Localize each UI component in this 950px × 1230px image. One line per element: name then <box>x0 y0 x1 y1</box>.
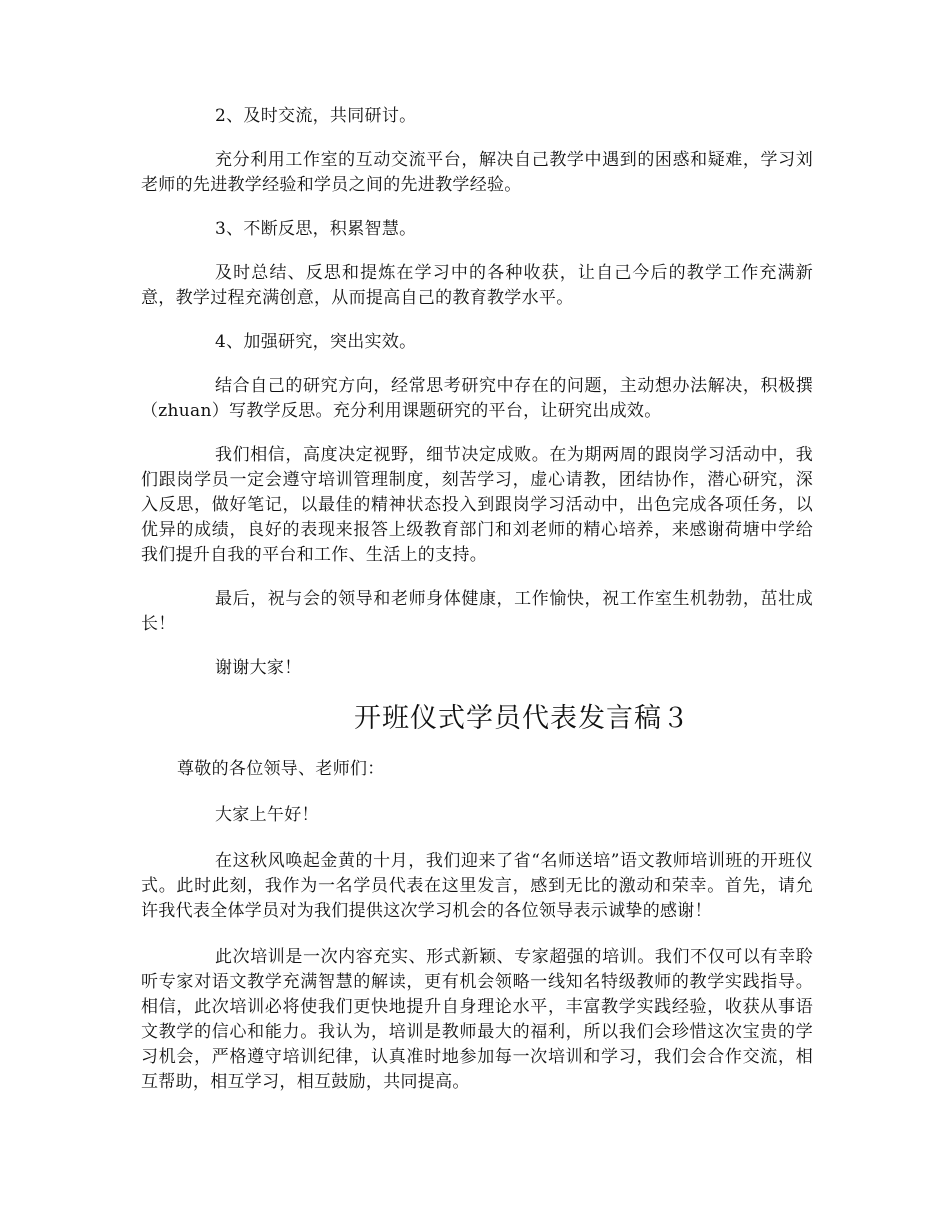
paragraph-thanks: 谢谢大家！ <box>215 658 302 678</box>
list-item-4: 4、加强研究，突出实效。 <box>215 332 417 352</box>
paragraph-training: 此次培训是一次内容充实、形式新颖、专家超强的培训。我们不仅可以有幸聆听专家对语文教学充满智慧的解读，更有机会领略一线知名特级教师的教学实践指导。相信，此次培训必将使我们更快地提升自身理论水平，丰富教学实践经验，收获从事语文教学的信心和能力。我认为，培训是教师最大的福利，所以我们会珍惜这次宝贵的学习机会，严格遵守培训纪律，认真准时地参加每一次培训和学习，我们会合作交流，相互帮助，相互学习，相互鼓励，共同提高。 <box>141 947 813 1092</box>
paragraph-interaction: 充分利用工作室的互动交流平台，解决自己教学中遇到的困惑和疑难，学习刘老师的先进教学经验和学员之间的先进教学经验。 <box>141 150 813 195</box>
section-title: 开班仪式学员代表发言稿３ <box>354 703 690 734</box>
paragraph-reflection: 及时总结、反思和提炼在学习中的各种收获，让自己今后的教学工作充满新意，教学过程充满创意，从而提高自己的教育教学水平。 <box>141 263 813 308</box>
paragraph-opening: 在这秋风唤起金黄的十月，我们迎来了省“名师送培”语文教师培训班的开班仪式。此时此刻，我作为一名学员代表在这里发言，感到无比的激动和荣幸。首先，请允许我代表全体学员对为我们提供这次学习机会的各位领导表示诚挚的感谢！ <box>141 851 813 921</box>
greeting: 大家上午好！ <box>215 805 319 825</box>
list-item-3: 3、不断反思，积累智慧。 <box>215 219 417 239</box>
paragraph-belief: 我们相信，高度决定视野，细节决定成败。在为期两周的跟岗学习活动中，我们跟岗学员一定会遵守培训管理制度，刻苦学习，虚心请教，团结协作，潜心研究，深入反思，做好笔记，以最佳的精神状态投入到跟岗学习活动中，出色完成各项任务，以优异的成绩，良好的表现来报答上级教育部门和刘老师的精心培养，来感谢荷塘中学给我们提升自我的平台和工作、生活上的支持。 <box>141 445 813 565</box>
salutation: 尊敬的各位领导、老师们： <box>177 759 385 779</box>
paragraph-wishes: 最后，祝与会的领导和老师身体健康，工作愉快，祝工作室生机勃勃，茁壮成长！ <box>141 589 813 634</box>
list-item-2: 2、及时交流，共同研讨。 <box>215 106 417 126</box>
document-page <box>141 104 813 1095</box>
paragraph-research: 结合自己的研究方向，经常思考研究中存在的问题，主动想办法解决，积极撰（zhuan）写教学反思。充分利用课题研究的平台，让研究出成效。 <box>141 376 813 421</box>
